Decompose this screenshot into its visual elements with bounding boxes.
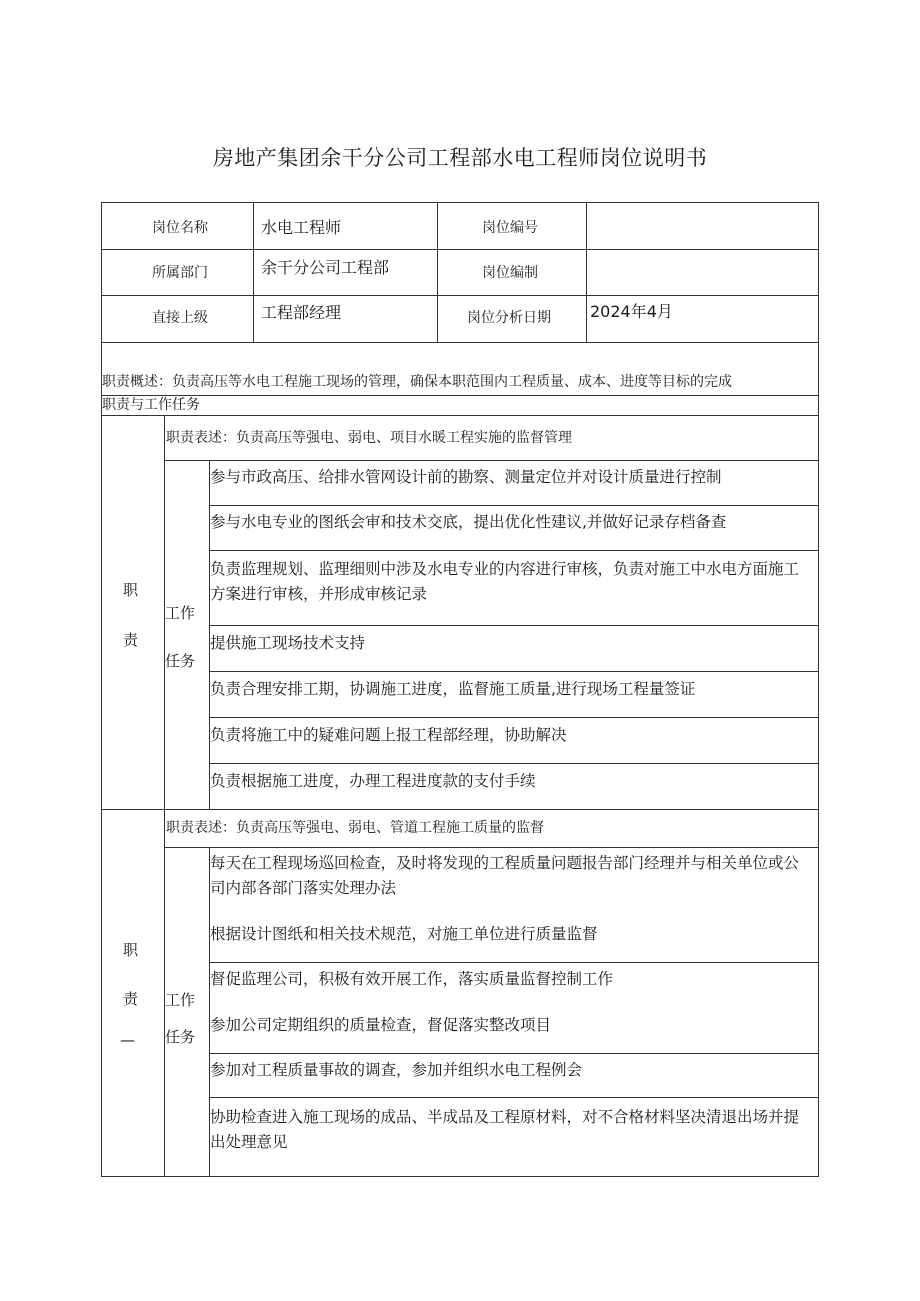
- section2-side-label-1: 职: [123, 941, 139, 959]
- analysis-date-label: 岗位分析日期: [467, 310, 551, 326]
- section2-desc-label: 职责表述：: [166, 820, 236, 836]
- section2-side-label-2: 责: [123, 990, 139, 1008]
- overview-row: [102, 372, 732, 392]
- position-no-label: 岗位编号: [482, 220, 538, 236]
- section2-task-2: 根据设计图纸和相关技术规范，对施工单位进行质量监督: [210, 925, 598, 943]
- duties-header: 职责与工作任务: [102, 397, 200, 413]
- section2-task-3: 督促监理公司，积极有效开展工作，落实质量监督控制工作: [210, 970, 614, 988]
- section2-desc: [166, 818, 544, 838]
- section2-task-1: 每天在工程现场巡回检查，及时将发现的工程质量问题报告部门经理并与相关单位或公司内部各部门落实处理办法: [210, 854, 800, 897]
- section2-desc-text: 负责高压等强电、弱电、管道工程施工质量的监督: [236, 820, 544, 836]
- section2-task-4: 参加公司定期组织的质量检查，督促落实整改项目: [210, 1016, 552, 1034]
- quota-label: 岗位编制: [482, 265, 538, 281]
- position-name-label: 岗位名称: [152, 220, 208, 236]
- section2-task-label-2: 任务: [165, 1028, 196, 1046]
- supervisor-value: 工程部经理: [261, 303, 342, 322]
- section1-side-label-1: 职: [123, 581, 139, 599]
- section1-task-5: 负责合理安排工期，协调施工进度，监督施工质量,进行现场工程量签证: [210, 680, 696, 698]
- section2-side-label-3: —: [120, 1031, 135, 1049]
- section2-task-5: 参加对工程质量事故的调查，参加并组织水电工程例会: [210, 1061, 583, 1079]
- section1-desc: [166, 428, 572, 448]
- section1-task-6: 负责将施工中的疑难问题上报工程部经理，协助解决: [210, 726, 567, 744]
- section1-task-1: 参与市政高压、给排水管网设计前的勘察、测量定位并对设计质量进行控制: [210, 468, 722, 486]
- overview-label: 职责概述：: [102, 374, 172, 390]
- section1-desc-text: 负责高压等强电、弱电、项目水暖工程实施的监督管理: [236, 430, 572, 446]
- section2-task-6: 协助检查进入施工现场的成品、半成品及工程原材料，对不合格材料坚决清退出场并提出处理意见: [210, 1108, 800, 1151]
- section1-side-label-2: 责: [123, 631, 139, 649]
- section1-task-3: 负责监理规划、监理细则中涉及水电专业的内容进行审核，负责对施工中水电方面施工方案进行审核，并形成审核记录: [210, 560, 800, 603]
- page-title: 房地产集团余干分公司工程部水电工程师岗位说明书: [212, 146, 708, 170]
- analysis-date-value: 2024年4月: [590, 302, 673, 321]
- section1-task-2: 参与水电专业的图纸会审和技术交底，提出优化性建议,并做好记录存档备查: [210, 513, 727, 531]
- section1-desc-label: 职责表述：: [166, 430, 236, 446]
- section1-task-label-1: 工作: [165, 604, 196, 622]
- supervisor-label: 直接上级: [152, 310, 208, 326]
- section1-task-4: 提供施工现场技术支持: [210, 634, 366, 652]
- section2-task-label-1: 工作: [165, 991, 196, 1009]
- section1-task-label-2: 任务: [165, 652, 196, 670]
- department-value: 余干分公司工程部: [261, 258, 390, 277]
- department-label: 所属部门: [152, 265, 208, 281]
- overview-text: 负责高压等水电工程施工现场的管理，确保本职范围内工程质量、成本、进度等目标的完成: [172, 374, 732, 390]
- section1-task-7: 负责根据施工进度，办理工程进度款的支付手续: [210, 772, 536, 790]
- position-name-value: 水电工程师: [261, 218, 342, 237]
